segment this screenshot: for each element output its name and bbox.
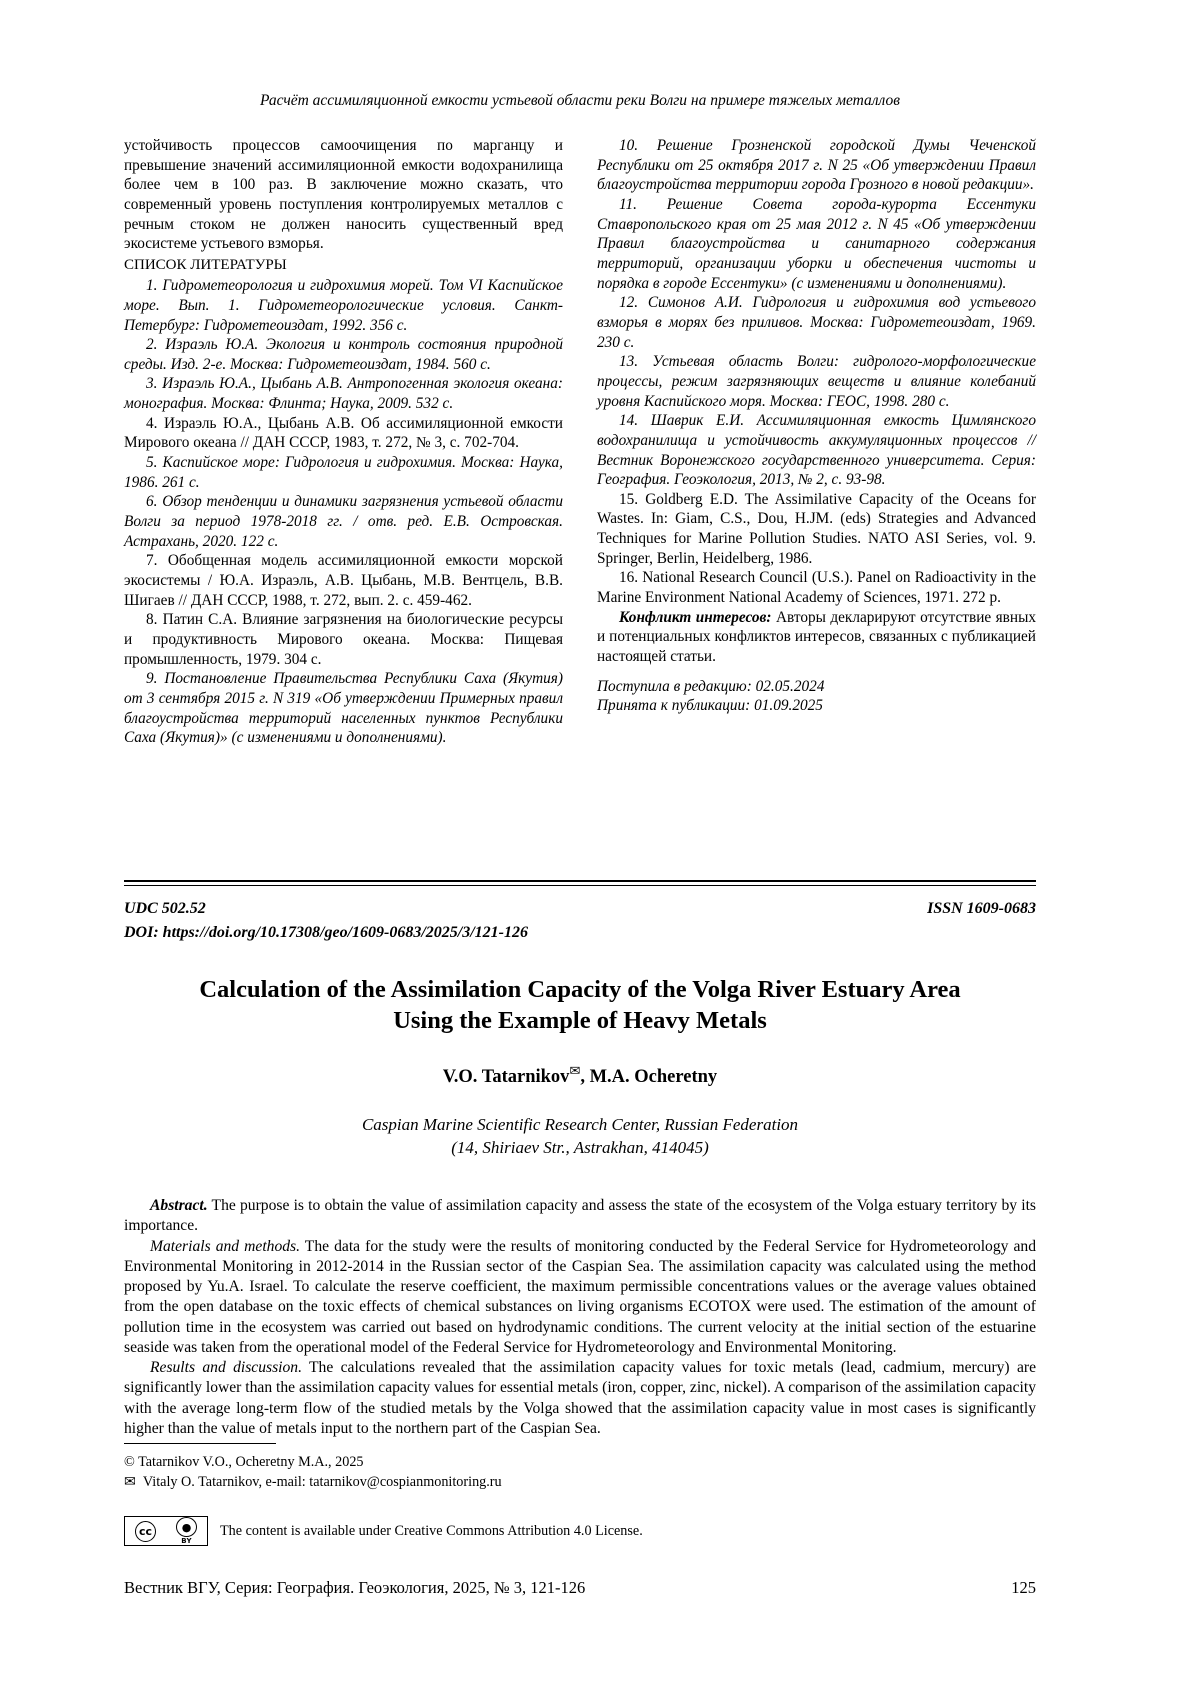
cc-by-label: BY xyxy=(181,1537,192,1545)
accepted-date: Принята к публикации: 01.09.2025 xyxy=(597,697,823,715)
reference-item: 1. Гидрометеорология и гидрохимия морей. Том VI Каспийское море. Вып. 1. Гидрометеорологические условия. Санкт-Петербург: Гидрометеоиздат, 1992. 356 с. xyxy=(124,277,563,334)
copyright-line xyxy=(124,1452,1036,1472)
title-line-1: Calculation of the Assimilation Capacity of the Volga River Estuary Area xyxy=(199,976,961,1003)
right-column xyxy=(597,136,1036,748)
issn: ISSN 1609-0683 xyxy=(927,900,1036,917)
reference-item: 13. Устьевая область Волги: гидролого-морфологические процессы, режим загрязняющих веществ и влияние колебаний уровня Каспийского моря. Москва: ГЕОС, 1998. 280 с. xyxy=(597,353,1036,410)
section-divider xyxy=(124,880,1036,886)
materials-text: The data for the study were the results of monitoring conducted by the Federal Service for Hydrometeorology and Environmental Monitoring in 2012-2014 in the Russian sector of the Caspian Sea. The assimilation capacity was calculated using the method proposed by Yu.A. Israel. To calculate the reserve coefficient, the maximum permissible concentrations values or the average values obtained from the open database on the toxic effects of chemical substances on living organisms ECOTOX were used. The estimation of the amount of pollution time in the ecosystem was carried out based on hydrodynamic conditions. The current velocity at the initial section of the estuarine seaside was taken from the operational model of the Federal Service for Hydrometeorology and Environmental Monitoring. xyxy=(124,1237,1036,1356)
cc-person-icon: ● xyxy=(176,1517,197,1537)
email-text[interactable]: Vitaly O. Tatarnikov, e-mail: tatarnikov@cospianmonitoring.ru xyxy=(142,1474,502,1491)
creative-commons-icon[interactable] xyxy=(124,1516,208,1546)
page-number: 125 xyxy=(1011,1578,1036,1597)
copyright-text: © Tatarnikov V.O., Ocheretny M.A., 2025 xyxy=(124,1454,364,1470)
reference-item: 8. Патин С.А. Влияние загрязнения на биологические ресурсы и продуктивность Мирового океана. Москва: Пищевая промышленность, 1979. 304 с. xyxy=(124,611,563,668)
intro-paragraph: устойчивость процессов самоочищения по марганцу и превышение значений ассимиляционной емкости водохранилища более чем в 100 раз. В заключение можно сказать, что современный уровень поступления контролируемых металлов с речным стоком не должен наносить существенный вред экосистеме устьевого взморья. xyxy=(124,137,563,253)
envelope-icon: ✉ xyxy=(124,1474,136,1491)
materials-label: Materials and methods. xyxy=(150,1237,301,1255)
affiliation xyxy=(124,1114,1036,1160)
article-header xyxy=(124,975,1036,1160)
udc: UDC 502.52 xyxy=(124,900,206,917)
reference-item: 5. Каспийское море: Гидрология и гидрохимия. Москва: Наука, 1986. 261 с. xyxy=(124,454,563,491)
abstract-materials xyxy=(124,1237,1036,1359)
abstract-section xyxy=(124,1196,1036,1439)
doi[interactable]: DOI: https://doi.org/10.17308/geo/1609-0683/2025/3/121-126 xyxy=(124,924,528,941)
left-column xyxy=(124,136,563,748)
license-text: The content is available under Creative Commons Attribution 4.0 License. xyxy=(220,1522,643,1539)
abstract-label: Abstract. xyxy=(150,1197,208,1214)
license-row xyxy=(124,1516,643,1546)
references-heading: СПИСОК ЛИТЕРАТУРЫ xyxy=(124,256,287,273)
meta-row xyxy=(124,900,1036,918)
two-column-body xyxy=(124,136,1036,748)
reference-item: 11. Решение Совета города-курорта Ессентуки Ставропольского края от 25 мая 2012 г. N 45 «Об утверждении Правил благоустройства и санитарного содержания территорий, организации уборки и обеспечения чистоты и порядка в городе Ессентуки» (с изменениями и дополнениями). xyxy=(597,195,1036,292)
reference-item: 12. Симонов А.И. Гидрология и гидрохимия вод устьевого взморья в морях без приливов. Москва: Гидрометеоиздат, 1969. 230 с. xyxy=(597,294,1036,351)
author-second: , M.A. Ocheretny xyxy=(580,1067,718,1088)
received-date: Поступила в редакцию: 02.05.2024 xyxy=(597,677,825,695)
reference-item: 7. Обобщенная модель ассимиляционной емкости морской экосистемы / Ю.А. Израэль, А.В. Цыбань, М.В. Вентцель, В.В. Шигаев // ДАН СССР, 1988, т. 272, вып. 2. с. 459-462. xyxy=(124,552,563,609)
footnote-divider xyxy=(124,1443,276,1444)
reference-item: 9. Постановление Правительства Республики Саха (Якутия) от 3 сентября 2015 г. N 319 «Об утверждении Примерных правил благоустройства территорий населенных пунктов Республики Саха (Якутия)» (с изменениями и дополнениями). xyxy=(124,670,563,747)
affiliation-line-1: Caspian Marine Scientific Research Center, Russian Federation xyxy=(361,1115,799,1135)
reference-item: 14. Шаврик Е.И. Ассимиляционная емкость Цимлянского водохранилища и устойчивость аккумуляционных процессов // Вестник Воронежского государственного университета. Серия: География. Геоэкология, 2013, № 2, с. 93-98. xyxy=(597,412,1036,489)
results-text: The calculations revealed that the assimilation capacity values for toxic metals (lead, cadmium, mercury) are significantly lower than the assimilation capacity values for essential metals (iron, copper, zinc, nickel). A comparison of the assimilation capacity with the average long-term flow of the studied metals by the Volga showed that the assimilation capacity value in most cases is significantly higher than the value of metals input to the northern part of the Caspian Sea. xyxy=(124,1359,1036,1437)
affiliation-line-2: (14, Shiriaev Str., Astrakhan, 414045) xyxy=(451,1138,709,1158)
page-title xyxy=(124,975,1036,1036)
abstract-text: The purpose is to obtain the value of assimilation capacity and assess the state of the ecosystem of the Volga estuary territory by its importance. xyxy=(124,1197,1036,1235)
reference-item: 16. National Research Council (U.S.). Panel on Radioactivity in the Marine Environment National Academy of Sciences, 1971. 272 p. xyxy=(597,569,1036,607)
conflict-label: Конфликт интересов: xyxy=(619,608,772,626)
reference-item: 3. Израэль Ю.А., Цыбань А.В. Антропогенная экология океана: монография. Москва: Флинта; Наука, 2009. 532 с. xyxy=(124,375,563,413)
abstract-results xyxy=(124,1358,1036,1439)
title-line-2: Using the Example of Heavy Metals xyxy=(393,1006,767,1034)
journal-citation: Вестник ВГУ, Серия: География. Геоэкология, 2025, № 3, 121-126 xyxy=(124,1578,586,1597)
footnotes xyxy=(124,1452,1036,1492)
cc-logo-right xyxy=(166,1517,207,1545)
authors xyxy=(124,1064,1036,1088)
page-footer xyxy=(124,1578,1036,1598)
reference-item: 6. Обзор тенденции и динамики загрязнения устьевой области Волги за период 1978-2018 гг. / отв. ред. Е.В. Островская. Астрахань, 2020. 122 с. xyxy=(124,493,563,550)
reference-item: 10. Решение Грозненской городской Думы Чеченской Республики от 25 октября 2017 г. N 25 «Об утверждении Правил благоустройства территории города Грозного в новой редакции». xyxy=(597,137,1036,194)
cc-logo-left xyxy=(125,1517,166,1545)
running-head: Расчёт ассимиляционной емкости устьевой области реки Волги на примере тяжелых металлов xyxy=(260,92,900,109)
envelope-icon: ✉ xyxy=(569,1064,581,1080)
cc-circle-icon: cc xyxy=(135,1521,156,1542)
reference-item: 2. Израэль Ю.А. Экология и контроль состояния природной среды. Изд. 2-е. Москва: Гидрометеоиздат, 1984. 560 с. xyxy=(124,336,563,373)
abstract-purpose xyxy=(124,1196,1036,1237)
reference-item: 4. Израэль Ю.А., Цыбань А.В. Об ассимиляционной емкости Мирового океана // ДАН СССР, 1983, т. 272, № 3, с. 702-704. xyxy=(124,414,563,452)
email-line xyxy=(124,1472,1036,1492)
results-label: Results and discussion. xyxy=(150,1359,302,1377)
conflict-text: Авторы декларируют отсутствие явных и потенциальных конфликтов интересов, связанных с публикацией настоящей статьи. xyxy=(597,608,1037,666)
page-content xyxy=(124,92,1036,748)
author-first: V.O. Tatarnikov xyxy=(442,1067,570,1088)
conflict-of-interest xyxy=(597,608,1036,667)
reference-item: 15. Goldberg E.D. The Assimilative Capacity of the Oceans for Wastes. In: Giam, C.S., Dou, H.JM. (eds) Strategies and Advanced Techniques for Marine Pollution Studies. NATO ASI Series, vol. 9. Springer, Berlin, Heidelberg, 1986. xyxy=(597,490,1036,567)
